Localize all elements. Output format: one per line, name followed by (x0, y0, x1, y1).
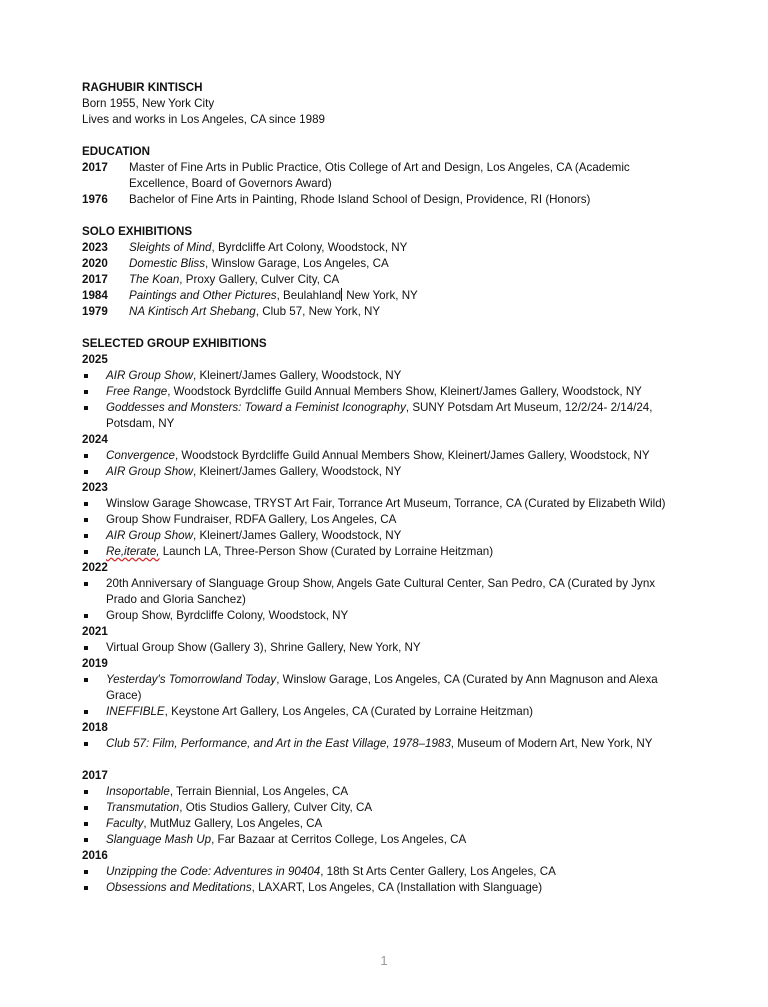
bullet-square-icon (84, 454, 88, 458)
exhibition-title: Faculty (106, 817, 144, 830)
bullet-square-icon (84, 518, 88, 522)
exhibition-details: Launch LA, Three-Person Show (Curated by Lorraine Heitzman) (159, 545, 494, 558)
exhibition-title: Convergence (106, 449, 175, 462)
exhibition-title: NA Kintisch Art Shebang (129, 305, 256, 318)
bullet-square-icon (84, 806, 88, 810)
exhibition-title: Unzipping the Code: Adventures in 90404 (106, 865, 321, 878)
entry-text (129, 272, 682, 288)
group-year-list (82, 736, 682, 752)
exhibition-title: Club 57: Film, Performance, and Art in the East Village, 1978–1983 (106, 737, 451, 750)
lives-line: Lives and works in Los Angeles, CA since 1989 (82, 113, 325, 126)
bullet-square-icon (84, 374, 88, 378)
group-exhibition-item (82, 576, 682, 608)
group-year-list (82, 864, 682, 896)
exhibition-title: The Koan (129, 273, 180, 286)
solo-exhibition-entry (82, 288, 682, 304)
exhibition-details: , Woodstock Byrdcliffe Guild Annual Members Show, Kleinert/James Gallery, Woodstock, NY (174, 449, 650, 462)
group-exhibition-item (82, 864, 682, 880)
exhibition-details: , Woodstock Byrdcliffe Guild Annual Members Show, Kleinert/James Gallery, Woodstock, NY (167, 385, 642, 398)
exhibition-title: Slanguage Mash Up (106, 833, 212, 846)
bullet-square-icon (84, 710, 88, 714)
group-exhibition-item (82, 464, 682, 480)
exhibition-details: , Proxy Gallery, Culver City, CA (179, 273, 340, 286)
bullet-square-icon (84, 822, 88, 826)
group-year-heading: 2025 (82, 353, 108, 366)
group-year-heading: 2018 (82, 721, 108, 734)
bullet-square-icon (84, 534, 88, 538)
exhibition-details: , 18th St Arts Center Gallery, Los Angeles, CA (320, 865, 556, 878)
group-exhibition-item (82, 400, 682, 432)
exhibition-title: AIR Group Show (106, 369, 193, 382)
bullet-square-icon (84, 502, 88, 506)
group-exhibition-item (82, 816, 682, 832)
exhibition-details: Group Show, Byrdcliffe Colony, Woodstock, NY (106, 609, 349, 622)
exhibition-details: , Otis Studios Gallery, Culver City, CA (179, 801, 373, 814)
exhibition-details: , SUNY Potsdam Art Museum, 12/2/24- 2/14/24, Potsdam, NY (106, 401, 653, 430)
group-year-list (82, 368, 682, 432)
exhibition-title: Yesterday's Tomorrowland Today (106, 673, 277, 686)
exhibition-details: , Terrain Biennial, Los Angeles, CA (169, 785, 349, 798)
group-exhibitions-title: SELECTED GROUP EXHIBITIONS (82, 337, 267, 350)
education-list (82, 160, 682, 208)
group-year-list (82, 576, 682, 624)
exhibition-title: Free Range (106, 385, 168, 398)
bullet-square-icon (84, 678, 88, 682)
exhibition-details: , Museum of Modern Art, New York, NY (450, 737, 653, 750)
resume-page (82, 80, 682, 896)
group-year-heading: 2022 (82, 561, 108, 574)
solo-exhibitions-title: SOLO EXHIBITIONS (82, 225, 193, 238)
bullet-square-icon (84, 582, 88, 586)
solo-exhibition-entry (82, 272, 682, 288)
bullet-square-icon (84, 838, 88, 842)
group-year-list (82, 784, 682, 848)
exhibition-details: , Keystone Art Gallery, Los Angeles, CA (Curated by Lorraine Heitzman) (164, 705, 534, 718)
exhibition-title: AIR Group Show (106, 465, 193, 478)
group-exhibition-item (82, 736, 682, 752)
entry-text: Bachelor of Fine Arts in Painting, Rhode Island School of Design, Providence, RI (Honors) (129, 193, 591, 206)
group-year-list (82, 672, 682, 720)
exhibition-title: Sleights of Mind (129, 241, 212, 254)
entry-text (129, 288, 682, 304)
solo-exhibition-entry (82, 304, 682, 320)
group-exhibition-item (82, 704, 682, 720)
group-exhibitions-list (82, 352, 682, 896)
group-exhibition-item (82, 832, 682, 848)
exhibition-details: , MutMuz Gallery, Los Angeles, CA (143, 817, 323, 830)
group-exhibition-item (82, 672, 682, 704)
exhibition-details: , Club 57, New York, NY (255, 305, 381, 318)
solo-exhibition-entry (82, 240, 682, 256)
exhibition-title: Domestic Bliss (129, 257, 206, 270)
group-exhibition-item (82, 368, 682, 384)
exhibition-title: Paintings and Other Pictures (129, 289, 277, 302)
bullet-square-icon (84, 870, 88, 874)
group-exhibition-item (82, 544, 682, 560)
entry-text (129, 256, 682, 272)
exhibition-details: , Byrdcliffe Art Colony, Woodstock, NY (211, 241, 408, 254)
education-title: EDUCATION (82, 145, 151, 158)
group-exhibition-item (82, 608, 682, 624)
exhibition-title: Re,iterate, (106, 545, 160, 558)
bullet-square-icon (84, 470, 88, 474)
group-year-heading: 2021 (82, 625, 108, 638)
exhibition-title: AIR Group Show (106, 529, 193, 542)
group-exhibition-item (82, 448, 682, 464)
exhibition-details: , Kleinert/James Gallery, Woodstock, NY (193, 465, 402, 478)
group-year-heading: 2016 (82, 849, 108, 862)
entry-text: Master of Fine Arts in Public Practice, Otis College of Art and Design, Los Angeles, CA (Academic Excellence, Board of Governors Award) (129, 161, 630, 190)
exhibition-details: 20th Anniversary of Slanguage Group Show, Angels Gate Cultural Center, San Pedro, CA (Curated by Jynx Prado and Gloria Sanchez) (106, 577, 656, 606)
education-entry (82, 160, 682, 192)
exhibition-details: Winslow Garage Showcase, TRYST Art Fair, Torrance Art Museum, Torrance, CA (Curated by Elizabeth Wild) (106, 497, 666, 510)
entry-year: 2023 (82, 241, 108, 254)
exhibition-details: New York, NY (343, 289, 418, 302)
exhibition-details: , Kleinert/James Gallery, Woodstock, NY (193, 529, 402, 542)
entry-year: 1979 (82, 305, 108, 318)
born-line: Born 1955, New York City (82, 97, 215, 110)
exhibition-details: , Winslow Garage, Los Angeles, CA (205, 257, 389, 270)
exhibition-title: Transmutation (106, 801, 180, 814)
group-year-heading: 2024 (82, 433, 108, 446)
exhibition-title: Insoportable (106, 785, 170, 798)
exhibition-details: Group Show Fundraiser, RDFA Gallery, Los Angeles, CA (106, 513, 397, 526)
group-year-heading: 2019 (82, 657, 108, 670)
group-exhibition-item (82, 512, 682, 528)
group-year-heading: 2023 (82, 481, 108, 494)
exhibition-details: , Far Bazaar at Cerritos College, Los Angeles, CA (211, 833, 467, 846)
artist-name: RAGHUBIR KINTISCH (82, 81, 203, 94)
exhibition-details: , LAXART, Los Angeles, CA (Installation with Slanguage) (251, 881, 543, 894)
group-year-list (82, 496, 682, 560)
entry-year: 2020 (82, 257, 108, 270)
bullet-square-icon (84, 742, 88, 746)
group-exhibition-item (82, 496, 682, 512)
entry-text (129, 304, 682, 320)
solo-exhibition-entry (82, 256, 682, 272)
exhibition-details: , Winslow Garage, Los Angeles, CA (Curated by Ann Magnuson and Alexa Grace) (106, 673, 658, 702)
entry-year: 1984 (82, 289, 108, 302)
bullet-square-icon (84, 406, 88, 410)
bullet-square-icon (84, 886, 88, 890)
exhibition-details: , Kleinert/James Gallery, Woodstock, NY (193, 369, 402, 382)
entry-text (129, 240, 682, 256)
bullet-square-icon (84, 390, 88, 394)
group-year-list (82, 448, 682, 480)
exhibition-title: INEFFIBLE (106, 705, 165, 718)
group-exhibition-item (82, 640, 682, 656)
bullet-square-icon (84, 614, 88, 618)
entry-year: 1976 (82, 193, 108, 206)
entry-year: 2017 (82, 161, 108, 174)
text-cursor (341, 288, 342, 301)
exhibition-details: , Beulahland (276, 289, 342, 302)
exhibition-details: Virtual Group Show (Gallery 3), Shrine Gallery, New York, NY (106, 641, 421, 654)
solo-exhibitions-list (82, 240, 682, 320)
group-exhibition-item (82, 528, 682, 544)
entry-year: 2017 (82, 273, 108, 286)
page-number: 1 (380, 953, 388, 968)
bullet-square-icon (84, 550, 88, 554)
education-entry (82, 192, 682, 208)
exhibition-title: Obsessions and Meditations (106, 881, 252, 894)
group-year-heading: 2017 (82, 769, 108, 782)
group-exhibition-item (82, 800, 682, 816)
bullet-square-icon (84, 646, 88, 650)
group-exhibition-item (82, 784, 682, 800)
bullet-square-icon (84, 790, 88, 794)
group-year-list (82, 640, 682, 656)
group-exhibition-item (82, 880, 682, 896)
exhibition-title: Goddesses and Monsters: Toward a Feminist Iconography (106, 401, 406, 414)
group-exhibition-item (82, 384, 682, 400)
